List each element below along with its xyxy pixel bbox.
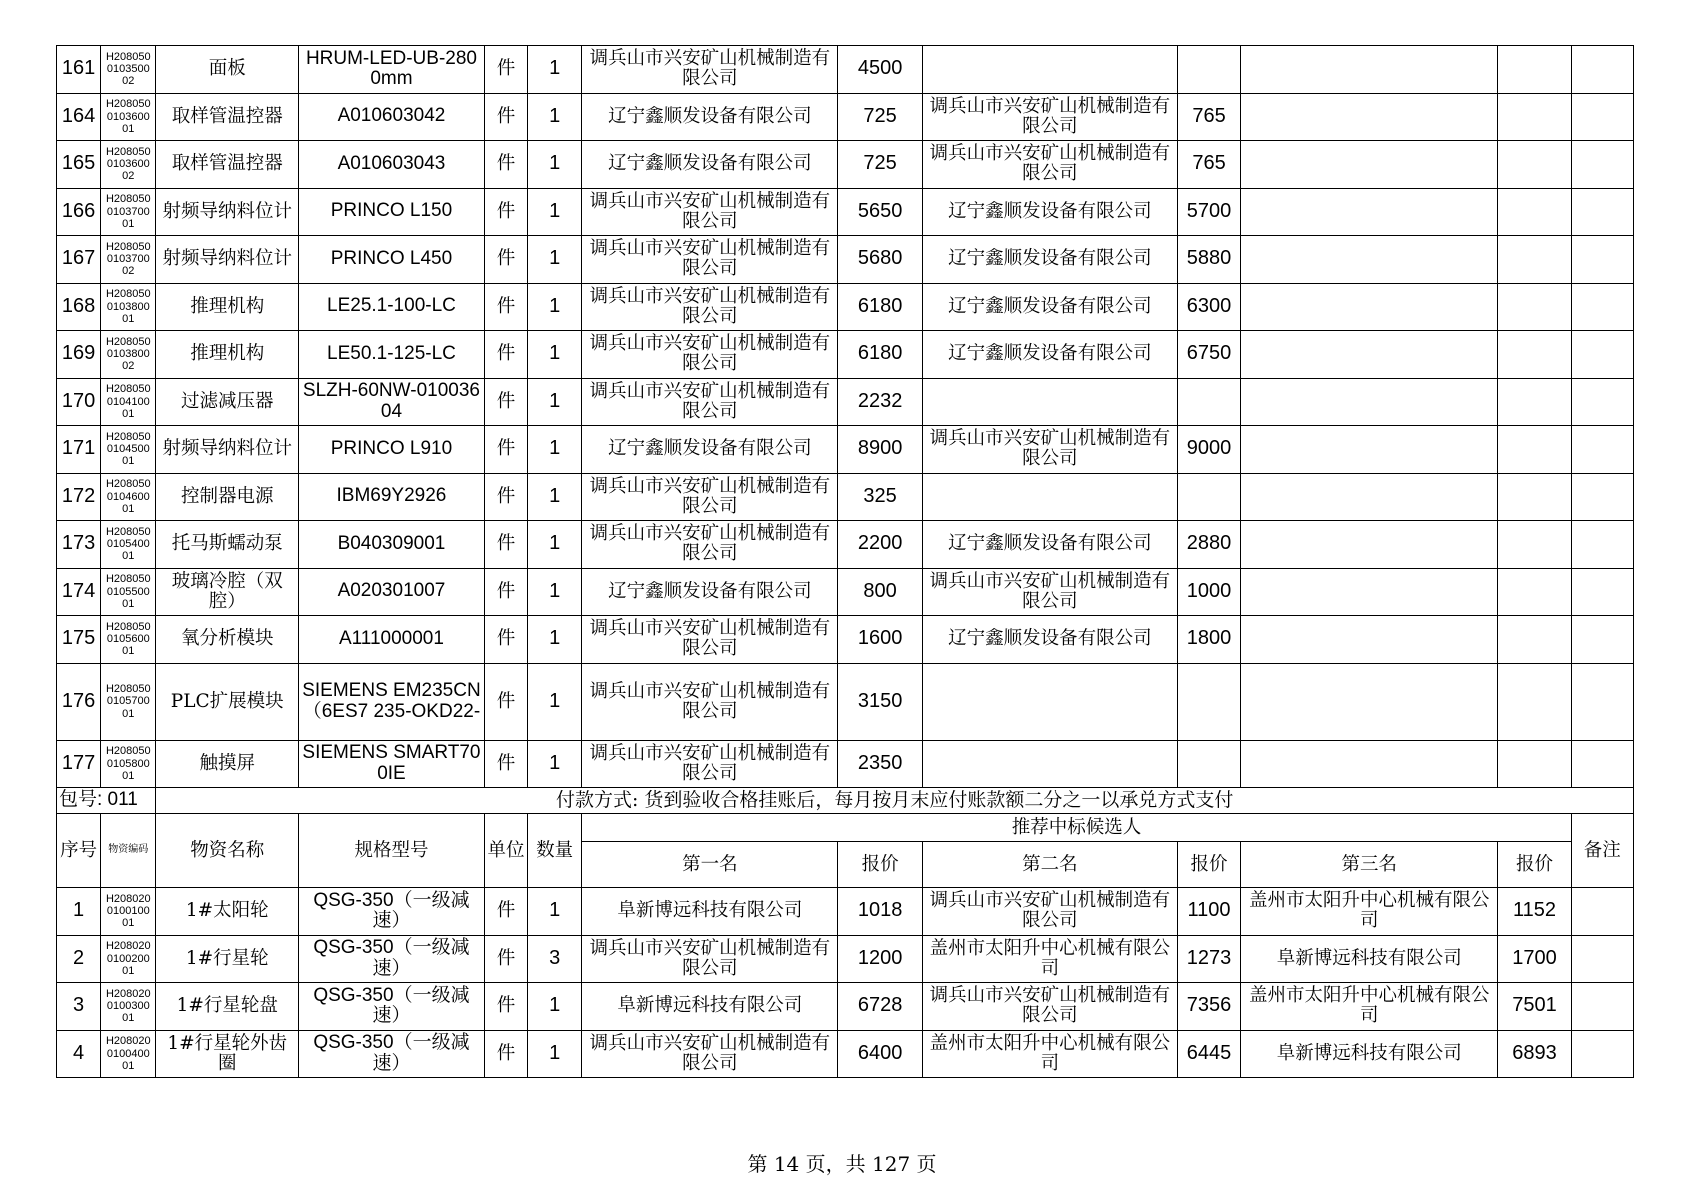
table-row: [57, 236, 1634, 284]
cell-unit: 件: [484, 93, 527, 141]
cell-price-2: 1100: [1177, 888, 1240, 936]
cell-seq: 1: [57, 888, 101, 936]
cell-price-3: [1498, 378, 1571, 426]
header-note: 备注: [1571, 814, 1633, 888]
cell-second: 调兵山市兴安矿山机械制造有限公司: [922, 983, 1177, 1031]
cell-price-1: 1600: [838, 616, 922, 664]
cell-price-1: 4500: [838, 46, 922, 94]
table-row: [57, 93, 1634, 141]
cell-third: [1241, 426, 1498, 474]
header-first: 第一名: [582, 842, 838, 888]
cell-spec: B040309001: [299, 521, 485, 569]
cell-price-1: 5680: [838, 236, 922, 284]
header-price-1: 报价: [838, 842, 922, 888]
cell-name: 射频导纳料位计: [156, 236, 299, 284]
cell-seq: 3: [57, 983, 101, 1031]
cell-name: 推理机构: [156, 283, 299, 331]
cell-qty: 1: [528, 331, 582, 379]
cell-code: H2080200100300 01: [101, 983, 156, 1031]
cell-price-1: 3150: [838, 663, 922, 740]
cell-qty: 1: [528, 1030, 582, 1078]
cell-spec: QSG-350（一级减速）: [299, 935, 485, 983]
cell-price-2: 9000: [1177, 426, 1240, 474]
cell-spec: A010603042: [299, 93, 485, 141]
header-code: 物资编码: [101, 814, 156, 888]
cell-third: [1241, 236, 1498, 284]
cell-third: 阜新博远科技有限公司: [1241, 1030, 1498, 1078]
cell-price-2: 5700: [1177, 188, 1240, 236]
table-row: [57, 568, 1634, 616]
cell-qty: 1: [528, 236, 582, 284]
table-row: [57, 888, 1634, 936]
cell-price-2: [1177, 473, 1240, 521]
cell-price-3: [1498, 473, 1571, 521]
cell-third: [1241, 568, 1498, 616]
cell-price-2: 1273: [1177, 935, 1240, 983]
cell-price-2: 765: [1177, 141, 1240, 189]
page-number: 第 14 页，共 127 页: [747, 1152, 937, 1176]
cell-second: 调兵山市兴安矿山机械制造有限公司: [922, 888, 1177, 936]
cell-price-3: 1700: [1498, 935, 1571, 983]
cell-third: [1241, 378, 1498, 426]
cell-first: 调兵山市兴安矿山机械制造有限公司: [582, 236, 838, 284]
cell-spec: PRINCO L910: [299, 426, 485, 474]
cell-name: 过滤减压器: [156, 378, 299, 426]
cell-price-1: 2232: [838, 378, 922, 426]
cell-third: [1241, 331, 1498, 379]
cell-note: [1571, 283, 1633, 331]
cell-price-3: [1498, 236, 1571, 284]
table-row: [57, 46, 1634, 94]
cell-price-3: [1498, 568, 1571, 616]
cell-spec: PRINCO L450: [299, 236, 485, 284]
cell-code: H2080500103600 01: [101, 93, 156, 141]
cell-second: 辽宁鑫顺发设备有限公司: [922, 616, 1177, 664]
cell-code: H2080500103800 02: [101, 331, 156, 379]
cell-price-3: 7501: [1498, 983, 1571, 1031]
cell-name: 取样管温控器: [156, 141, 299, 189]
header-spec: 规格型号: [299, 814, 485, 888]
cell-code: H2080500103700 02: [101, 236, 156, 284]
cell-unit: 件: [484, 378, 527, 426]
cell-spec: QSG-350（一级减速）: [299, 983, 485, 1031]
cell-name: 1#行星轮: [156, 935, 299, 983]
cell-unit: 件: [484, 473, 527, 521]
cell-note: [1571, 236, 1633, 284]
package-label: 包号: 011: [57, 788, 156, 814]
cell-second: 盖州市太阳升中心机械有限公司: [922, 1030, 1177, 1078]
cell-price-3: [1498, 663, 1571, 740]
cell-seq: 172: [57, 473, 101, 521]
cell-price-2: [1177, 378, 1240, 426]
cell-first: 阜新博远科技有限公司: [582, 983, 838, 1031]
cell-first: 辽宁鑫顺发设备有限公司: [582, 141, 838, 189]
cell-spec: QSG-350（一级减速）: [299, 888, 485, 936]
cell-price-2: 7356: [1177, 983, 1240, 1031]
cell-name: 1#太阳轮: [156, 888, 299, 936]
cell-spec: SLZH-60NW-01003604: [299, 378, 485, 426]
cell-note: [1571, 426, 1633, 474]
cell-third: [1241, 93, 1498, 141]
cell-qty: 1: [528, 46, 582, 94]
cell-unit: 件: [484, 46, 527, 94]
cell-seq: 161: [57, 46, 101, 94]
cell-code: H2080200100200 01: [101, 935, 156, 983]
cell-note: [1571, 1030, 1633, 1078]
cell-first: 调兵山市兴安矿山机械制造有限公司: [582, 46, 838, 94]
cell-unit: 件: [484, 888, 527, 936]
cell-spec: LE25.1-100-LC: [299, 283, 485, 331]
cell-seq: 164: [57, 93, 101, 141]
cell-first: 调兵山市兴安矿山机械制造有限公司: [582, 740, 838, 788]
cell-price-2: 5880: [1177, 236, 1240, 284]
cell-seq: 2: [57, 935, 101, 983]
cell-unit: 件: [484, 616, 527, 664]
cell-unit: 件: [484, 983, 527, 1031]
cell-first: 调兵山市兴安矿山机械制造有限公司: [582, 331, 838, 379]
cell-code: H2080500105600 01: [101, 616, 156, 664]
payment-terms: 付款方式: 货到验收合格挂账后，每月按月末应付账款额二分之一以承兑方式支付: [156, 788, 1634, 814]
cell-note: [1571, 521, 1633, 569]
cell-price-3: [1498, 188, 1571, 236]
cell-price-3: 6893: [1498, 1030, 1571, 1078]
cell-spec: A111000001: [299, 616, 485, 664]
table-row: [57, 331, 1634, 379]
cell-third: [1241, 663, 1498, 740]
cell-first: 辽宁鑫顺发设备有限公司: [582, 568, 838, 616]
cell-second: [922, 663, 1177, 740]
cell-qty: 1: [528, 663, 582, 740]
cell-note: [1571, 888, 1633, 936]
cell-qty: 1: [528, 426, 582, 474]
cell-spec: SIEMENS SMART700IE: [299, 740, 485, 788]
cell-unit: 件: [484, 1030, 527, 1078]
cell-name: 推理机构: [156, 331, 299, 379]
cell-seq: 4: [57, 1030, 101, 1078]
cell-code: H2080500105800 01: [101, 740, 156, 788]
cell-second: 辽宁鑫顺发设备有限公司: [922, 331, 1177, 379]
cell-note: [1571, 473, 1633, 521]
cell-qty: 1: [528, 521, 582, 569]
cell-price-3: [1498, 521, 1571, 569]
cell-first: 调兵山市兴安矿山机械制造有限公司: [582, 1030, 838, 1078]
cell-seq: 177: [57, 740, 101, 788]
table-body-package-011: [57, 888, 1634, 1078]
cell-name: 面板: [156, 46, 299, 94]
cell-second: 辽宁鑫顺发设备有限公司: [922, 188, 1177, 236]
table-row: [57, 740, 1634, 788]
cell-second: [922, 740, 1177, 788]
cell-unit: 件: [484, 188, 527, 236]
cell-name: 控制器电源: [156, 473, 299, 521]
cell-note: [1571, 616, 1633, 664]
cell-second: 调兵山市兴安矿山机械制造有限公司: [922, 426, 1177, 474]
cell-price-3: [1498, 426, 1571, 474]
cell-price-3: [1498, 331, 1571, 379]
cell-name: 射频导纳料位计: [156, 188, 299, 236]
cell-name: PLC扩展模块: [156, 663, 299, 740]
cell-seq: 167: [57, 236, 101, 284]
cell-price-1: 6180: [838, 331, 922, 379]
table-row: [57, 188, 1634, 236]
cell-note: [1571, 141, 1633, 189]
cell-code: H2080500103800 01: [101, 283, 156, 331]
cell-second: [922, 378, 1177, 426]
cell-second: 调兵山市兴安矿山机械制造有限公司: [922, 141, 1177, 189]
cell-code: H2080500103500 02: [101, 46, 156, 94]
cell-unit: 件: [484, 426, 527, 474]
table-row: [57, 378, 1634, 426]
cell-unit: 件: [484, 935, 527, 983]
cell-name: 托马斯蠕动泵: [156, 521, 299, 569]
table-row: [57, 426, 1634, 474]
cell-second: 调兵山市兴安矿山机械制造有限公司: [922, 93, 1177, 141]
cell-note: [1571, 331, 1633, 379]
cell-code: H2080200100100 01: [101, 888, 156, 936]
cell-spec: PRINCO L150: [299, 188, 485, 236]
cell-first: 辽宁鑫顺发设备有限公司: [582, 426, 838, 474]
bid-results-table: [56, 45, 1634, 1078]
cell-third: [1241, 473, 1498, 521]
header-seq: 序号: [57, 814, 101, 888]
cell-unit: 件: [484, 283, 527, 331]
cell-third: 阜新博远科技有限公司: [1241, 935, 1498, 983]
cell-seq: 168: [57, 283, 101, 331]
cell-price-2: 1800: [1177, 616, 1240, 664]
cell-price-1: 5650: [838, 188, 922, 236]
cell-qty: 3: [528, 935, 582, 983]
header-candidates: 推荐中标候选人: [582, 814, 1571, 842]
cell-price-3: [1498, 46, 1571, 94]
cell-price-1: 2200: [838, 521, 922, 569]
table-row: [57, 1030, 1634, 1078]
cell-first: 调兵山市兴安矿山机械制造有限公司: [582, 935, 838, 983]
cell-third: [1241, 616, 1498, 664]
cell-note: [1571, 188, 1633, 236]
cell-price-1: 800: [838, 568, 922, 616]
cell-unit: 件: [484, 236, 527, 284]
cell-spec: A010603043: [299, 141, 485, 189]
cell-price-3: [1498, 616, 1571, 664]
cell-third: [1241, 521, 1498, 569]
cell-spec: QSG-350（一级减速）: [299, 1030, 485, 1078]
cell-note: [1571, 378, 1633, 426]
cell-seq: 174: [57, 568, 101, 616]
header-price-2: 报价: [1177, 842, 1240, 888]
cell-code: H2080500104100 01: [101, 378, 156, 426]
cell-price-1: 6728: [838, 983, 922, 1031]
cell-third: [1241, 283, 1498, 331]
cell-price-2: 765: [1177, 93, 1240, 141]
cell-code: H2080200100400 01: [101, 1030, 156, 1078]
cell-third: [1241, 141, 1498, 189]
cell-name: 氧分析模块: [156, 616, 299, 664]
cell-price-2: 1000: [1177, 568, 1240, 616]
cell-name: 触摸屏: [156, 740, 299, 788]
cell-second: 辽宁鑫顺发设备有限公司: [922, 521, 1177, 569]
cell-code: H2080500103700 01: [101, 188, 156, 236]
cell-qty: 1: [528, 983, 582, 1031]
header-price-3: 报价: [1498, 842, 1571, 888]
cell-price-3: [1498, 141, 1571, 189]
table-row: [57, 663, 1634, 740]
cell-note: [1571, 46, 1633, 94]
cell-second: [922, 46, 1177, 94]
cell-qty: 1: [528, 568, 582, 616]
cell-first: 调兵山市兴安矿山机械制造有限公司: [582, 283, 838, 331]
table-row: [57, 473, 1634, 521]
cell-name: 1#行星轮盘: [156, 983, 299, 1031]
cell-spec: SIEMENS EM235CN （6ES7 235-OKD22-: [299, 663, 485, 740]
cell-spec: LE50.1-125-LC: [299, 331, 485, 379]
cell-qty: 1: [528, 283, 582, 331]
cell-spec: IBM69Y2926: [299, 473, 485, 521]
header-name: 物资名称: [156, 814, 299, 888]
cell-second: 辽宁鑫顺发设备有限公司: [922, 283, 1177, 331]
cell-price-1: 725: [838, 141, 922, 189]
cell-price-1: 6400: [838, 1030, 922, 1078]
cell-third: 盖州市太阳升中心机械有限公司: [1241, 983, 1498, 1031]
cell-price-2: [1177, 663, 1240, 740]
cell-unit: 件: [484, 740, 527, 788]
cell-note: [1571, 983, 1633, 1031]
cell-unit: 件: [484, 521, 527, 569]
cell-code: H2080500105700 01: [101, 663, 156, 740]
cell-second: 盖州市太阳升中心机械有限公司: [922, 935, 1177, 983]
cell-seq: 170: [57, 378, 101, 426]
cell-qty: 1: [528, 888, 582, 936]
column-header-row: [57, 814, 1634, 842]
cell-name: 射频导纳料位计: [156, 426, 299, 474]
cell-first: 调兵山市兴安矿山机械制造有限公司: [582, 616, 838, 664]
cell-note: [1571, 935, 1633, 983]
cell-price-1: 8900: [838, 426, 922, 474]
cell-seq: 176: [57, 663, 101, 740]
cell-seq: 169: [57, 331, 101, 379]
package-row: [57, 788, 1634, 814]
cell-code: H2080500104500 01: [101, 426, 156, 474]
cell-note: [1571, 663, 1633, 740]
cell-seq: 166: [57, 188, 101, 236]
cell-first: 阜新博远科技有限公司: [582, 888, 838, 936]
cell-price-3: [1498, 283, 1571, 331]
cell-name: 1#行星轮外齿圈: [156, 1030, 299, 1078]
cell-first: 辽宁鑫顺发设备有限公司: [582, 93, 838, 141]
cell-unit: 件: [484, 568, 527, 616]
cell-price-1: 1200: [838, 935, 922, 983]
cell-note: [1571, 568, 1633, 616]
cell-qty: 1: [528, 473, 582, 521]
package-011-header: [57, 788, 1634, 888]
cell-third: 盖州市太阳升中心机械有限公司: [1241, 888, 1498, 936]
table-row: [57, 935, 1634, 983]
cell-qty: 1: [528, 188, 582, 236]
table-row: [57, 983, 1634, 1031]
cell-unit: 件: [484, 141, 527, 189]
header-second: 第二名: [922, 842, 1177, 888]
cell-first: 调兵山市兴安矿山机械制造有限公司: [582, 663, 838, 740]
cell-seq: 171: [57, 426, 101, 474]
cell-second: 辽宁鑫顺发设备有限公司: [922, 236, 1177, 284]
cell-price-1: 325: [838, 473, 922, 521]
table-row: [57, 521, 1634, 569]
table-row: [57, 283, 1634, 331]
cell-code: H2080500103600 02: [101, 141, 156, 189]
header-third: 第三名: [1241, 842, 1498, 888]
cell-seq: 173: [57, 521, 101, 569]
cell-price-2: [1177, 740, 1240, 788]
table-row: [57, 141, 1634, 189]
cell-qty: 1: [528, 141, 582, 189]
cell-second: 调兵山市兴安矿山机械制造有限公司: [922, 568, 1177, 616]
cell-price-2: 2880: [1177, 521, 1240, 569]
cell-qty: 1: [528, 616, 582, 664]
table-body-previous-package: [57, 46, 1634, 788]
cell-spec: A020301007: [299, 568, 485, 616]
header-qty: 数量: [528, 814, 582, 888]
cell-seq: 165: [57, 141, 101, 189]
cell-unit: 件: [484, 663, 527, 740]
cell-price-2: 6445: [1177, 1030, 1240, 1078]
cell-qty: 1: [528, 740, 582, 788]
cell-qty: 1: [528, 378, 582, 426]
cell-third: [1241, 188, 1498, 236]
cell-price-3: 1152: [1498, 888, 1571, 936]
cell-first: 调兵山市兴安矿山机械制造有限公司: [582, 473, 838, 521]
cell-third: [1241, 46, 1498, 94]
cell-price-1: 1018: [838, 888, 922, 936]
cell-name: 玻璃冷腔（双腔）: [156, 568, 299, 616]
cell-name: 取样管温控器: [156, 93, 299, 141]
cell-price-2: 6300: [1177, 283, 1240, 331]
cell-code: H2080500104600 01: [101, 473, 156, 521]
cell-spec: HRUM-LED-UB-2800mm: [299, 46, 485, 94]
cell-price-1: 6180: [838, 283, 922, 331]
cell-code: H2080500105400 01: [101, 521, 156, 569]
cell-first: 调兵山市兴安矿山机械制造有限公司: [582, 188, 838, 236]
cell-note: [1571, 93, 1633, 141]
cell-price-3: [1498, 740, 1571, 788]
cell-note: [1571, 740, 1633, 788]
cell-qty: 1: [528, 93, 582, 141]
cell-price-2: [1177, 46, 1240, 94]
cell-first: 调兵山市兴安矿山机械制造有限公司: [582, 521, 838, 569]
cell-code: H2080500105500 01: [101, 568, 156, 616]
cell-third: [1241, 740, 1498, 788]
cell-price-1: 725: [838, 93, 922, 141]
cell-seq: 175: [57, 616, 101, 664]
cell-price-2: 6750: [1177, 331, 1240, 379]
header-unit: 单位: [484, 814, 527, 888]
cell-first: 调兵山市兴安矿山机械制造有限公司: [582, 378, 838, 426]
cell-second: [922, 473, 1177, 521]
cell-price-3: [1498, 93, 1571, 141]
cell-unit: 件: [484, 331, 527, 379]
table-row: [57, 616, 1634, 664]
cell-price-1: 2350: [838, 740, 922, 788]
